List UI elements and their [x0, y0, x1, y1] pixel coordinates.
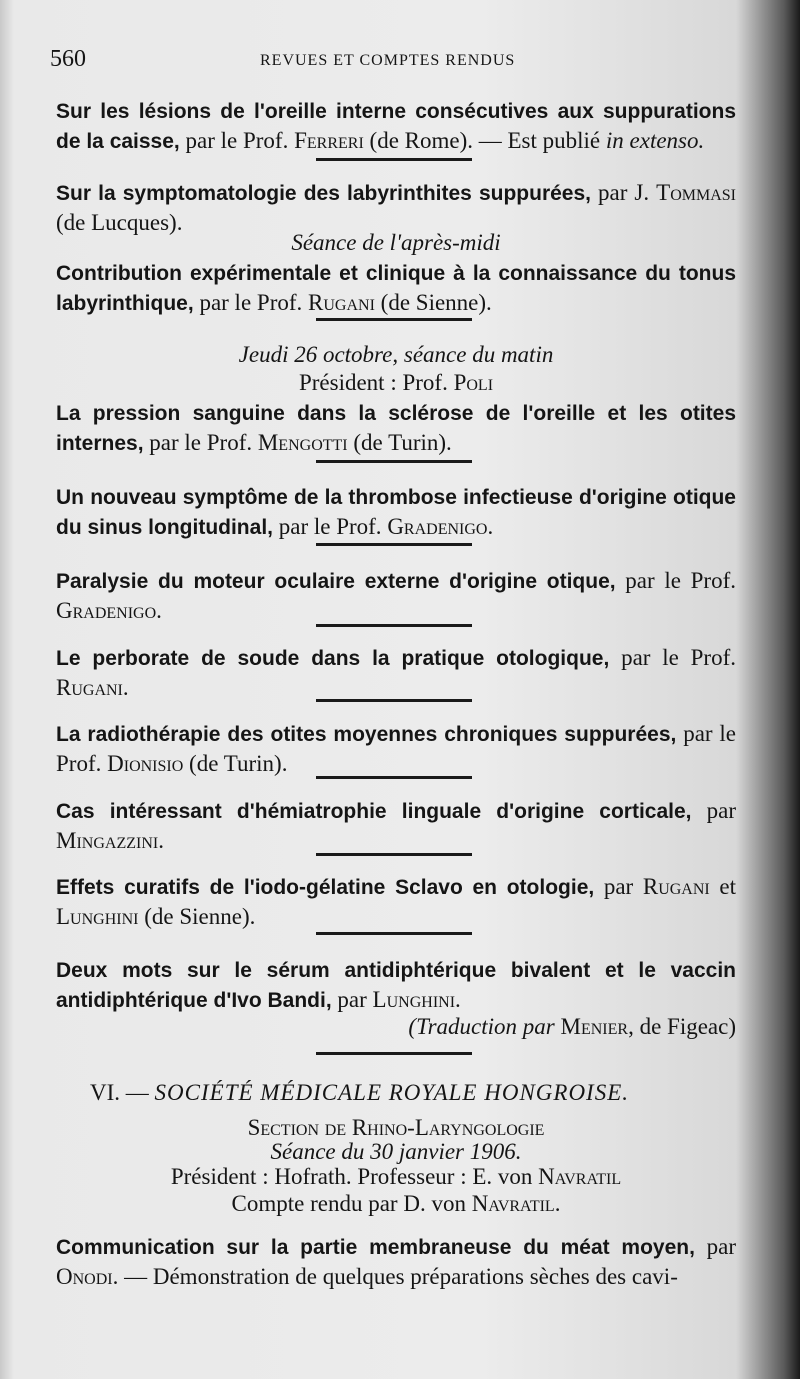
entry-byline: par le Prof. [56, 721, 736, 776]
entry-gradenigo-thrombose [56, 482, 736, 542]
entry-gradenigo-paralysie [56, 566, 736, 625]
entry-suffix: (de Sienne). [374, 290, 492, 315]
entry-author: Rugani [56, 675, 123, 700]
entry-title: Paralysie du moteur oculaire externe d'origine otique, [56, 570, 616, 593]
entry-title: Sur les lésions de l'oreille interne consécutives aux suppurations de la caisse, [56, 100, 736, 153]
entry-mengotti [56, 398, 736, 458]
running-title: REVUES ET COMPTES RENDUS [260, 52, 516, 69]
section-number: VI. — [90, 1080, 155, 1105]
entry-suffix: . [487, 514, 494, 539]
entry-title: Contribution expérimentale et clinique à la connaissance du tonus labyrinthique, [56, 262, 736, 315]
separator-rule [316, 318, 472, 321]
president-name: Poli [453, 370, 494, 395]
entry-author: Lunghini [372, 987, 456, 1012]
entry-author: Rugani [308, 290, 375, 315]
entry-suffix: . [158, 828, 164, 853]
entry-byline: par le Prof. [193, 290, 309, 315]
entry-byline: par J. [591, 180, 657, 205]
president-prefix: Président : Prof. [298, 370, 454, 395]
entry-italic: in extenso. [605, 128, 705, 153]
entry-onodi [56, 1232, 736, 1291]
section-subheading: Section de Rhino-Laryngologie [247, 1115, 545, 1140]
translation-suffix: , de Figeac) [628, 1014, 736, 1039]
entry-byline: par [331, 987, 373, 1012]
entry-title: Cas intéressant d'hémiatrophie linguale d'origine corticale, [56, 800, 692, 823]
entry-byline: par le Prof. [179, 128, 295, 153]
report-prefix: Compte rendu par D. von [231, 1191, 472, 1216]
entry-title: Communication sur la partie membraneuse du méat moyen, [56, 1236, 695, 1259]
section-title: SOCIÉTÉ MÉDICALE ROYALE HONGROISE. [154, 1080, 630, 1105]
entry-mingazzini [56, 796, 736, 855]
entry-lunghini-serum [56, 955, 736, 1015]
entry-suffix: (de Lucques). [56, 210, 183, 235]
entry-title: La radiothérapie des otites moyennes chroniques suppurées, [56, 723, 677, 746]
entry-author: Gradenigo [387, 514, 488, 539]
entry-suffix: . [122, 675, 129, 700]
entry-rugani-lunghini [56, 872, 736, 931]
entry-title: Sur la symptomatologie des labyrinthites suppurées, [56, 182, 591, 205]
section-president [56, 1162, 736, 1191]
entry-mid: et [709, 874, 736, 899]
reporter-name: Navratil [471, 1191, 555, 1216]
entry-suffix: (de Turin). [347, 430, 452, 455]
entry-suffix: . [156, 598, 162, 623]
session-heading: Jeudi 26 octobre, séance du matin [238, 342, 554, 367]
entry-suffix: (de Sienne). [138, 904, 256, 929]
session-president [56, 368, 736, 397]
entry-byline: par le Prof. [609, 645, 736, 670]
entry-author: Ferreri [294, 128, 364, 153]
separator-rule [316, 776, 472, 779]
separator-rule [316, 543, 472, 546]
separator-rule [316, 699, 472, 702]
translation-credit [56, 1012, 736, 1041]
entry-author-2: Lunghini [56, 904, 139, 929]
entry-byline: par [594, 874, 643, 899]
entry-byline: par [694, 1234, 736, 1259]
running-header [50, 46, 750, 76]
report-suffix: . [554, 1191, 561, 1216]
separator-rule [316, 932, 472, 935]
entry-title: Deux mots sur le sérum antidiphtérique bivalent et le vaccin antidiphtérique d'Ivo Bandi, [56, 959, 736, 1012]
session-heading: Séance de l'après-midi [291, 230, 501, 255]
separator-rule [316, 1052, 472, 1055]
translation-prefix: (Traduction par [408, 1014, 561, 1039]
section-seance: Séance du 30 janvier 1906. [270, 1139, 522, 1164]
entry-title: La pression sanguine dans la sclérose de l'oreille et les otites internes, [56, 402, 736, 455]
entry-byline: par le Prof. [143, 430, 258, 455]
entry-rugani-perborate [56, 643, 736, 702]
translator-name: Menier [560, 1014, 629, 1039]
entry-author: Tommasi [656, 180, 736, 205]
separator-rule [316, 460, 472, 463]
separator-rule [316, 853, 472, 856]
entry-author: Rugani [642, 874, 710, 899]
entry-rugani-tonus [56, 258, 736, 318]
entry-title: Effets curatifs de l'iodo-gélatine Sclavo en otologie, [56, 876, 595, 899]
section-report [56, 1189, 736, 1218]
entry-suffix: . — Démonstration de quelques préparations sèches des cavi- [112, 1264, 678, 1289]
entry-title: Un nouveau symptôme de la thrombose infectieuse d'origine otique du sinus longitudinal, [56, 486, 736, 539]
page-number: 560 [50, 46, 86, 72]
entry-suffix: (de Rome). — Est publié [363, 128, 606, 153]
entry-suffix: . [455, 987, 461, 1012]
separator-rule [316, 158, 472, 161]
entry-suffix: (de Turin). [183, 751, 288, 776]
entry-author: Onodi [56, 1264, 113, 1289]
entry-byline: par [691, 798, 736, 823]
entry-byline: par le Prof. [272, 514, 388, 539]
entry-dionisio [56, 719, 736, 778]
separator-rule [316, 624, 472, 627]
entry-author: Mengotti [257, 430, 348, 455]
entry-byline: par le Prof. [615, 568, 736, 593]
entry-author: Gradenigo [56, 598, 157, 623]
entry-author: Dionisio [107, 751, 184, 776]
president-name: Navratil [538, 1164, 622, 1189]
entry-author: Mingazzini [56, 828, 159, 853]
president-prefix: Président : Hofrath. Professeur : E. von [170, 1164, 539, 1189]
entry-ferreri [56, 96, 736, 156]
entry-title: Le perborate de soude dans la pratique otologique, [56, 647, 610, 670]
section-heading [90, 1080, 629, 1106]
